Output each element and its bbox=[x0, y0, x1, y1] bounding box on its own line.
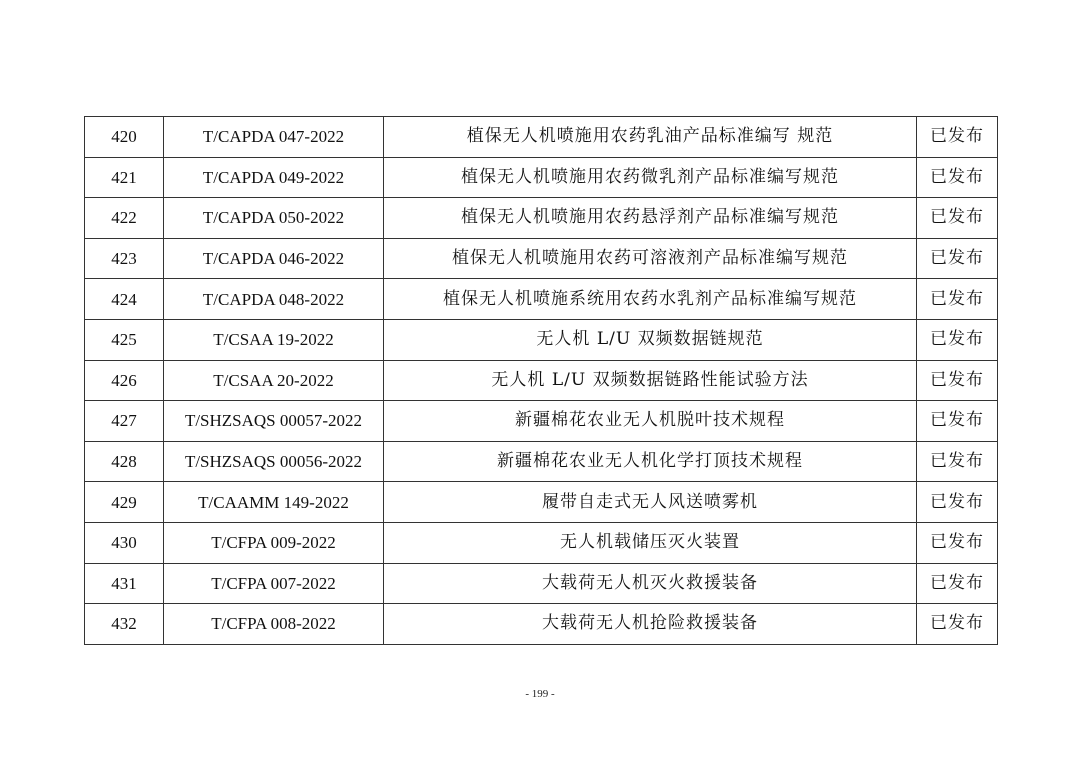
standard-code-cell: T/CSAA 19-2022 bbox=[164, 319, 384, 360]
standard-code-cell: T/CFPA 007-2022 bbox=[164, 563, 384, 604]
status-cell: 已发布 bbox=[917, 319, 998, 360]
standard-title-cell: 植保无人机喷施用农药乳油产品标准编写 规范 bbox=[384, 117, 917, 158]
row-number-cell: 425 bbox=[85, 319, 164, 360]
table-row bbox=[85, 279, 998, 320]
row-number-cell: 421 bbox=[85, 157, 164, 198]
standard-title-cell: 无人机 L/U 双频数据链规范 bbox=[384, 319, 917, 360]
status-cell: 已发布 bbox=[917, 401, 998, 442]
standard-title-cell: 新疆棉花农业无人机脱叶技术规程 bbox=[384, 401, 917, 442]
status-cell: 已发布 bbox=[917, 238, 998, 279]
status-cell: 已发布 bbox=[917, 604, 998, 645]
standards-table bbox=[84, 116, 998, 645]
table-row bbox=[85, 360, 998, 401]
table-row bbox=[85, 401, 998, 442]
row-number-cell: 423 bbox=[85, 238, 164, 279]
status-cell: 已发布 bbox=[917, 279, 998, 320]
status-cell: 已发布 bbox=[917, 482, 998, 523]
row-number-cell: 424 bbox=[85, 279, 164, 320]
page-number: - 199 - bbox=[525, 688, 555, 700]
row-number-cell: 420 bbox=[85, 117, 164, 158]
standard-code-cell: T/CFPA 008-2022 bbox=[164, 604, 384, 645]
standard-code-cell: T/CAPDA 049-2022 bbox=[164, 157, 384, 198]
status-cell: 已发布 bbox=[917, 198, 998, 239]
standard-code-cell: T/CAAMM 149-2022 bbox=[164, 482, 384, 523]
standard-title-cell: 植保无人机喷施用农药微乳剂产品标准编写规范 bbox=[384, 157, 917, 198]
table-row bbox=[85, 157, 998, 198]
standard-title-cell: 植保无人机喷施用农药可溶液剂产品标准编写规范 bbox=[384, 238, 917, 279]
standard-title-cell: 无人机载储压灭火装置 bbox=[384, 522, 917, 563]
standard-code-cell: T/CAPDA 048-2022 bbox=[164, 279, 384, 320]
standard-code-cell: T/SHZSAQS 00056-2022 bbox=[164, 441, 384, 482]
status-cell: 已发布 bbox=[917, 157, 998, 198]
standard-code-cell: T/CAPDA 046-2022 bbox=[164, 238, 384, 279]
row-number-cell: 422 bbox=[85, 198, 164, 239]
status-cell: 已发布 bbox=[917, 441, 998, 482]
status-cell: 已发布 bbox=[917, 563, 998, 604]
status-cell: 已发布 bbox=[917, 360, 998, 401]
table-row bbox=[85, 319, 998, 360]
standard-code-cell: T/CFPA 009-2022 bbox=[164, 522, 384, 563]
row-number-cell: 431 bbox=[85, 563, 164, 604]
standard-title-cell: 履带自走式无人风送喷雾机 bbox=[384, 482, 917, 523]
table-row bbox=[85, 441, 998, 482]
table-row bbox=[85, 117, 998, 158]
standard-title-cell: 大载荷无人机灭火救援装备 bbox=[384, 563, 917, 604]
row-number-cell: 427 bbox=[85, 401, 164, 442]
table-row bbox=[85, 198, 998, 239]
standard-title-cell: 大载荷无人机抢险救援装备 bbox=[384, 604, 917, 645]
table-row bbox=[85, 238, 998, 279]
standard-code-cell: T/CSAA 20-2022 bbox=[164, 360, 384, 401]
table-row bbox=[85, 522, 998, 563]
table-row bbox=[85, 604, 998, 645]
table-row bbox=[85, 482, 998, 523]
standard-title-cell: 植保无人机喷施系统用农药水乳剂产品标准编写规范 bbox=[384, 279, 917, 320]
row-number-cell: 426 bbox=[85, 360, 164, 401]
row-number-cell: 428 bbox=[85, 441, 164, 482]
row-number-cell: 430 bbox=[85, 522, 164, 563]
standards-table-body bbox=[85, 117, 998, 645]
standard-code-cell: T/CAPDA 047-2022 bbox=[164, 117, 384, 158]
standard-code-cell: T/SHZSAQS 00057-2022 bbox=[164, 401, 384, 442]
standard-title-cell: 植保无人机喷施用农药悬浮剂产品标准编写规范 bbox=[384, 198, 917, 239]
status-cell: 已发布 bbox=[917, 117, 998, 158]
standard-code-cell: T/CAPDA 050-2022 bbox=[164, 198, 384, 239]
standard-title-cell: 无人机 L/U 双频数据链路性能试验方法 bbox=[384, 360, 917, 401]
table-row bbox=[85, 563, 998, 604]
standard-title-cell: 新疆棉花农业无人机化学打顶技术规程 bbox=[384, 441, 917, 482]
row-number-cell: 432 bbox=[85, 604, 164, 645]
row-number-cell: 429 bbox=[85, 482, 164, 523]
status-cell: 已发布 bbox=[917, 522, 998, 563]
